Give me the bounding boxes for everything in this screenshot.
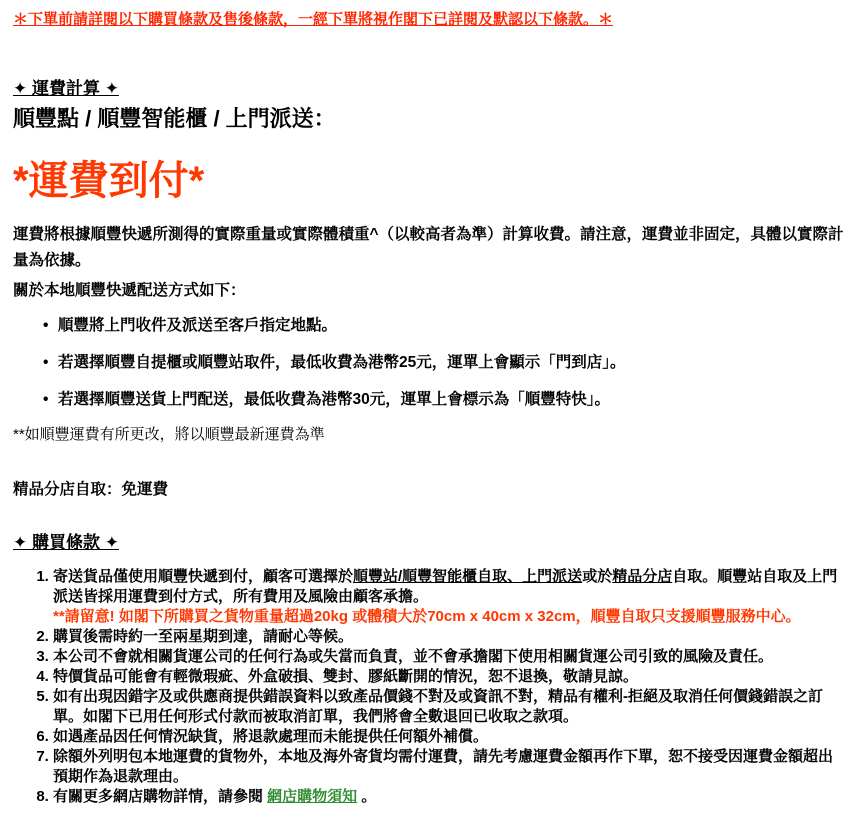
oversize-warning: **請留意! 如閣下所購買之貨物重量超過20kg 或體積大於70cm x 40cm x 32cm，順豐自取只支援順豐服務中心。: [53, 608, 801, 625]
term-item-6: 6. 如遇產品因任何情況缺貨，將退款處理而未能提供任何額外補償。: [53, 727, 845, 747]
store-pickup-note: 精品分店自取：免運費: [13, 481, 169, 498]
list-item-pickup-delivery: • 順豐將上門收件及派送至客戶指定地點。: [43, 314, 845, 337]
delivery-methods-subheading: 順豐點 / 順豐智能櫃 / 上門派送：: [13, 106, 336, 131]
purchase-terms-list: [13, 567, 845, 807]
shop-guide-link[interactable]: 網店購物須知: [267, 788, 358, 805]
term-item-8: [53, 787, 845, 807]
freight-calc-paragraph: 運費將根據順豐快遞所測得的實際重量或實際體積重^（以較高者為準）計算收費。請注意，運費並非固定，具體以實際計量為依據。: [13, 226, 844, 269]
shipping-calc-heading: ✦ 運費計算 ✦: [13, 79, 119, 98]
list-item-door-fee: • 若選擇順豐送貨上門配送，最低收費為港幣30元，運單上會標示為「順豐特快」。: [43, 388, 845, 411]
delivery-options-list: [13, 314, 845, 411]
term-8-suffix: 。: [357, 788, 377, 805]
term-item-3: 3. 本公司不會就相關貨運公司的任何行為或失當而負責，並不會承擔閣下使用相關貨運公司引致的風險及責任。: [53, 647, 845, 667]
term-item-1: [53, 567, 845, 627]
delivery-intro: 關於本地順豐快遞配送方式如下：: [13, 282, 246, 299]
term-1-underlined-store: 精品分店: [612, 568, 673, 585]
term-1-mid: 或於: [582, 568, 613, 585]
term-item-5: 5. 如有出現因錯字及或供應商提供錯誤資料以致產品價錢不對及或資訊不對，精品有權利-拒絕及取消任何價錢錯誤之訂單。如閣下已用任何形式付款而被取消訂單，我們將會全數退回已收取之款項。: [53, 687, 845, 727]
top-warning: ＊下單前請詳閱以下購買條款及售後條款，一經下單將視作閣下已詳閱及默認以下條款。＊: [13, 11, 614, 28]
term-1-intro: 寄送貨品僅使用順豐快遞到付，顧客可選擇於: [53, 568, 354, 585]
term-8-prefix: 有關更多網店購物詳情，請參閱: [53, 788, 268, 805]
freight-collect-banner: *運費到付*: [13, 159, 205, 203]
term-item-2: 2. 購買後需時約一至兩星期到達，請耐心等候。: [53, 627, 845, 647]
freight-change-note: **如順豐運費有所更改，將以順豐最新運費為準: [13, 426, 325, 443]
purchase-terms-heading: ✦ 購買條款 ✦: [13, 533, 119, 552]
term-1-underlined-methods: 順豐站/順豐智能櫃自取、上門派送: [353, 568, 583, 585]
term-item-4: 4. 特價貨品可能會有輕微瑕疵、外盒破損、雙封、膠紙斷開的情況，恕不退換，敬請見諒。: [53, 667, 845, 687]
list-item-locker-fee: • 若選擇順豐自提櫃或順豐站取件，最低收費為港幣25元，運單上會顯示「門到店」。: [43, 351, 845, 374]
term-item-7: 7. 除額外列明包本地運費的貨物外，本地及海外寄貨均需付運費，請先考慮運費金額再作下單，恕不接受因運費金額超出預期作為退款理由。: [53, 747, 845, 787]
term-1-tail: 自取。順豐站自取及上門派送皆採用運費到付方式，所有費用及風險由顧客承擔。: [53, 568, 838, 605]
